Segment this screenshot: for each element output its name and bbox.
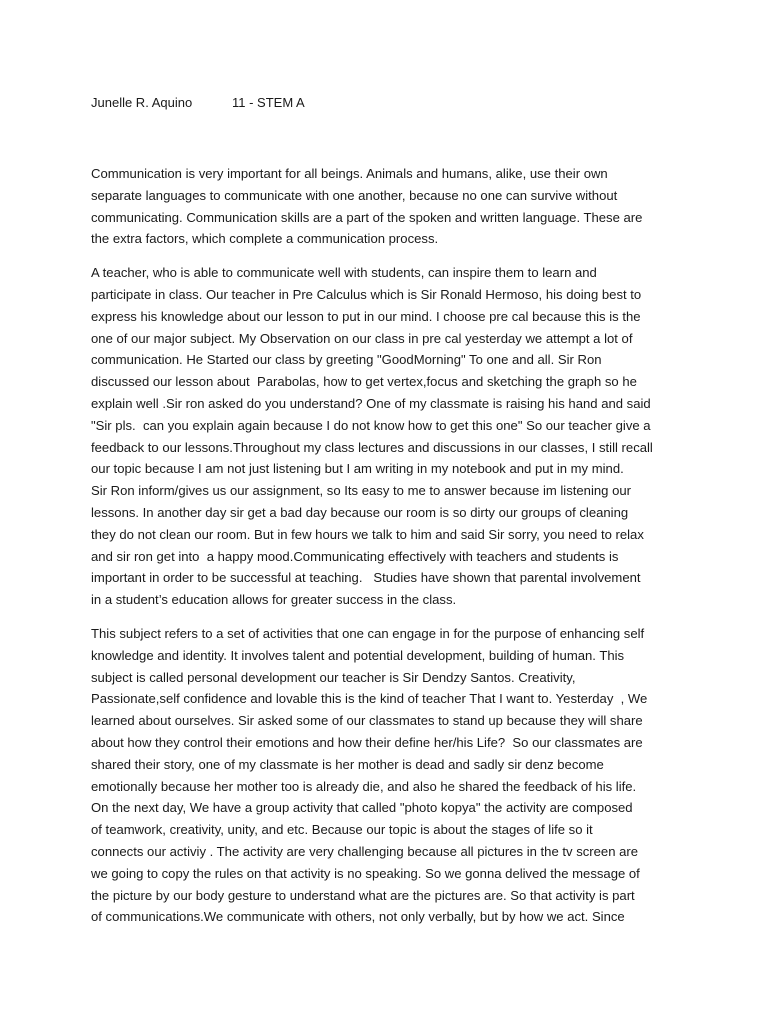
text-line: knowledge and identity. It involves talent and potential development, building of human. This — [91, 647, 625, 663]
class-section: 11 - STEM A — [232, 95, 305, 110]
text-line: in a student’s education allows for greater success in the class. — [91, 592, 457, 608]
text-line: learned about ourselves. Sir asked some of our classmates to stand up because they will share — [91, 713, 643, 729]
text-line: the picture by our body gesture to understand what are the pictures are. So that activity is part — [91, 887, 635, 903]
text-line: lessons. In another day sir get a bad day because our room is so dirty our groups of cleaning — [91, 504, 629, 520]
text-line: shared their story, one of my classmate is her mother is dead and sadly sir denz become — [91, 756, 604, 772]
text-line: Communication is very important for all beings. Animals and humans, alike, use their own — [91, 166, 608, 181]
text-line: important in order to be successful at teaching. Studies have shown that parental involvement — [91, 570, 641, 586]
text-line: explain well .Sir ron asked do you understand? One of my classmate is raising his hand and said — [91, 395, 651, 411]
text-line: "Sir pls. can you explain again because I do not know how to get this one" So our teacher give a — [91, 417, 651, 433]
text-line: communicating. Communication skills are a part of the spoken and written language. These are — [91, 209, 643, 225]
text-line: and sir ron get into a happy mood.Communicating effectively with teachers and students is — [91, 548, 619, 564]
text-line: participate in class. Our teacher in Pre Calculus which is Sir Ronald Hermoso, his doing best to — [91, 286, 642, 302]
text-line: express his knowledge about our lesson to put in our mind. I choose pre cal because this is the — [91, 308, 641, 324]
text-line: A teacher, who is able to communicate well with students, can inspire them to learn and — [91, 265, 597, 281]
text-line: emotionally because her mother too is already die, and also he shared the feedback of his life. — [91, 778, 637, 794]
text-line: of communications.We communicate with others, not only verbally, but by how we act. Since — [91, 909, 625, 925]
text-line: On the next day, We have a group activity that called "photo kopya" the activity are composed — [91, 800, 633, 816]
text-line: discussed our lesson about Parabolas, how to get vertex,focus and sketching the graph so he — [91, 374, 637, 390]
paragraph-pre-calculus — [91, 262, 691, 611]
text-line: separate languages to communicate with one another, because no one can survive without — [91, 187, 618, 203]
text-line: our topic because I am not just listening but I am writing in my notebook and put in my mind. — [91, 461, 624, 477]
text-line: the extra factors, which complete a communication process. — [91, 231, 439, 247]
text-line: we going to copy the rules on that activity is no speaking. So we gonna delived the message of — [91, 865, 640, 881]
text-line: about how they control their emotions and how their define her/his Life? So our classmates are — [91, 734, 643, 750]
essay-body — [91, 163, 691, 940]
text-line: of teamwork, creativity, unity, and etc. Because our topic is about the stages of life so it — [91, 822, 593, 838]
text-line: one of our major subject. My Observation on our class in pre cal yesterday we attempt a lot of — [91, 330, 633, 346]
text-line: subject is called personal development our teacher is Sir Dendzy Santos. Creativity, — [91, 669, 576, 685]
paragraph-personal-development — [91, 623, 691, 928]
author-name: Junelle R. Aquino — [91, 95, 193, 110]
text-line: This subject refers to a set of activities that one can engage in for the purpose of enhancing self — [91, 625, 645, 641]
paragraph-communication-intro — [91, 163, 691, 250]
document-header — [91, 94, 305, 112]
text-line: connects our activiy . The activity are very challenging because all pictures in the tv screen are — [91, 843, 639, 859]
text-line: communication. He Started our class by greeting "GoodMorning" To one and all. Sir Ron — [91, 352, 602, 368]
text-line: feedback to our lessons.Throughout my class lectures and discussions in our classes, I still recall — [91, 439, 653, 455]
text-line: they do not clean our room. But in few hours we talk to him and said Sir sorry, you need to relax — [91, 526, 644, 542]
text-line: Passionate,self confidence and lovable this is the kind of teacher That I want to. Yesterday , We — [91, 691, 648, 707]
text-line: Sir Ron inform/gives us our assignment, so Its easy to me to answer because im listening our — [91, 483, 631, 499]
